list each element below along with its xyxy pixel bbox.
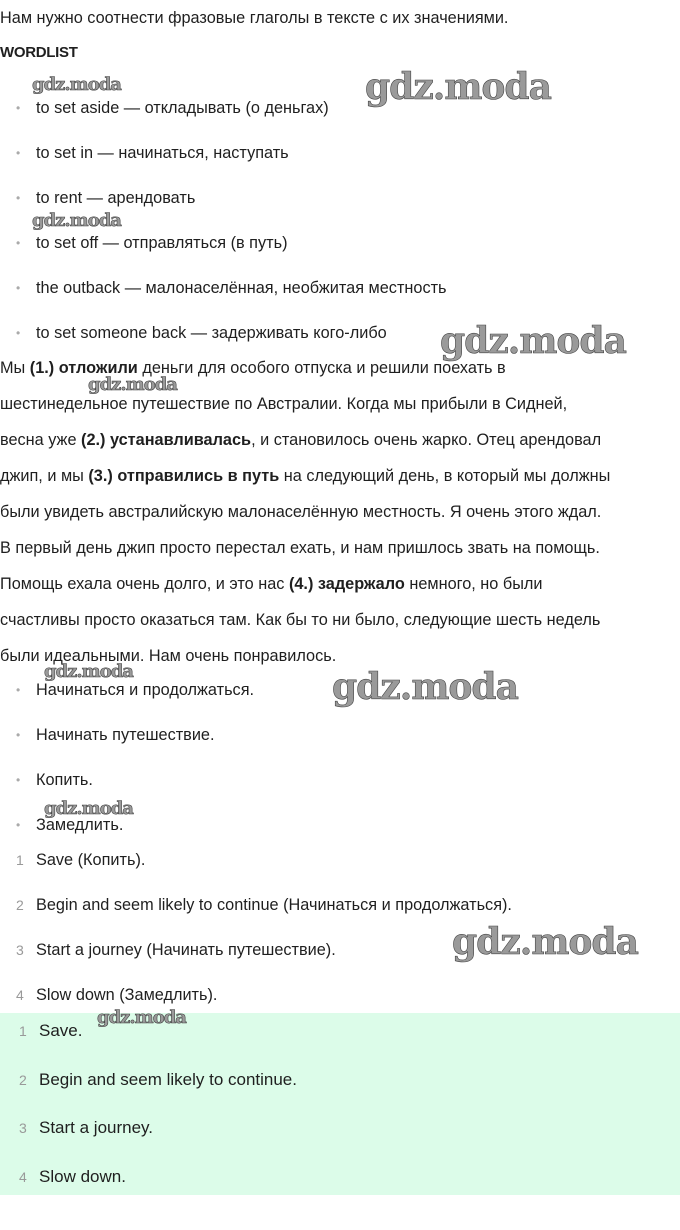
wordlist-item bbox=[16, 278, 447, 298]
answer-item bbox=[19, 1118, 153, 1138]
answer-text: Slow down. bbox=[39, 1166, 126, 1186]
meaning-item bbox=[16, 725, 215, 745]
wordlist-title: WORDLIST bbox=[0, 44, 78, 61]
meaning-item bbox=[16, 770, 93, 790]
intro-text: Нам нужно соотнести фразовые глаголы в тексте с их значениями. bbox=[0, 9, 509, 27]
matched-item bbox=[16, 985, 217, 1005]
item-number: 3 bbox=[16, 942, 24, 958]
answer-item bbox=[19, 1021, 82, 1041]
wordlist-item-text: to set in — начинаться, наступать bbox=[36, 144, 289, 162]
paragraph-line bbox=[0, 610, 600, 630]
wordlist-item bbox=[16, 143, 289, 163]
watermark: gdz.moda bbox=[365, 66, 551, 108]
meaning-text: Копить. bbox=[36, 771, 93, 789]
answer-text: Begin and seem likely to continue. bbox=[39, 1069, 297, 1089]
wordlist-item-text: the outback — малонаселённая, необжитая местность bbox=[36, 279, 447, 297]
text-segment: счастливы просто оказаться там. Как бы то ни было, следующие шесть недель bbox=[0, 611, 601, 629]
highlighted-verb: (2.) устанавливалась bbox=[81, 431, 252, 449]
wordlist-item bbox=[16, 323, 387, 343]
item-text: Start a journey (Начинать путешествие). bbox=[36, 941, 336, 959]
highlighted-verb: (1.) отложили bbox=[29, 359, 138, 377]
answer-number: 1 bbox=[19, 1023, 27, 1039]
watermark: gdz.moda bbox=[88, 374, 177, 395]
watermark: gdz.moda bbox=[44, 798, 133, 819]
text-segment: Помощь ехала очень долго, и это нас bbox=[0, 575, 289, 593]
item-number: 1 bbox=[16, 852, 24, 868]
wordlist-item bbox=[16, 98, 329, 118]
answer-number: 2 bbox=[19, 1071, 27, 1088]
watermark: gdz.moda bbox=[440, 320, 626, 362]
paragraph-line bbox=[0, 538, 600, 558]
watermark: gdz.moda bbox=[32, 74, 121, 95]
text-segment: джип, и мы bbox=[0, 467, 89, 485]
meaning-item bbox=[16, 680, 254, 700]
watermark: gdz.moda bbox=[97, 1007, 186, 1028]
wordlist-item bbox=[16, 233, 287, 253]
answer-text: Start a journey. bbox=[39, 1118, 154, 1137]
meaning-text: Замедлить. bbox=[36, 816, 124, 834]
wordlist-item bbox=[16, 188, 195, 208]
text-segment: немного, но были bbox=[404, 575, 543, 593]
item-number: 2 bbox=[16, 897, 24, 913]
text-segment: весна уже bbox=[0, 431, 82, 449]
text-segment: , и становилось очень жарко. Отец арендовал bbox=[251, 431, 602, 449]
meaning-text: Начинать путешествие. bbox=[36, 726, 215, 744]
paragraph-line bbox=[0, 358, 506, 378]
paragraph-line bbox=[0, 466, 610, 486]
item-text: Begin and seem likely to continue (Начинаться и продолжаться). bbox=[36, 896, 512, 914]
matched-item bbox=[16, 895, 512, 915]
paragraph-line bbox=[0, 646, 336, 666]
answer-number: 4 bbox=[19, 1168, 27, 1185]
watermark: gdz.moda bbox=[44, 661, 133, 682]
text-segment: были идеальными. Нам очень понравилось. bbox=[0, 647, 337, 665]
highlighted-verb: (3.) отправились в путь bbox=[88, 467, 280, 485]
matched-item bbox=[16, 850, 145, 870]
item-text: Slow down (Замедлить). bbox=[36, 986, 218, 1004]
text-segment: Мы bbox=[0, 359, 30, 377]
wordlist-item-text: to rent — арендовать bbox=[36, 189, 196, 207]
item-number: 4 bbox=[16, 987, 24, 1003]
answer-item bbox=[19, 1070, 297, 1090]
text-segment: деньги для особого отпуска и решили поехать в bbox=[137, 359, 506, 377]
text-segment: В первый день джип просто перестал ехать, и нам пришлось звать на помощь. bbox=[0, 539, 600, 557]
wordlist-item-text: to set off — отправляться (в путь) bbox=[36, 234, 288, 252]
text-segment: были увидеть австралийскую малонаселённую местность. Я очень этого ждал. bbox=[0, 503, 602, 521]
paragraph-line bbox=[0, 502, 601, 522]
paragraph-line bbox=[0, 430, 601, 450]
answer-number: 3 bbox=[19, 1120, 27, 1136]
watermark: gdz.moda bbox=[332, 666, 518, 708]
wordlist-item-text: to set aside — откладывать (о деньгах) bbox=[36, 99, 329, 117]
text-segment: на следующий день, в который мы должны bbox=[279, 467, 611, 485]
answer-item bbox=[19, 1167, 126, 1187]
paragraph-line bbox=[0, 394, 567, 414]
highlighted-verb: (4.) задержало bbox=[288, 575, 405, 593]
meaning-text: Начинаться и продолжаться. bbox=[36, 681, 255, 699]
answer-text: Save. bbox=[39, 1021, 83, 1040]
watermark: gdz.moda bbox=[32, 210, 121, 231]
paragraph-line bbox=[0, 574, 543, 594]
meaning-item bbox=[16, 815, 123, 835]
text-segment: шестинедельное путешествие по Австралии. Когда мы прибыли в Сидней, bbox=[0, 395, 568, 413]
matched-item bbox=[16, 940, 336, 960]
wordlist-item-text: to set someone back — задерживать кого-либо bbox=[36, 324, 387, 342]
watermark: gdz.moda bbox=[452, 921, 638, 963]
item-text: Save (Копить). bbox=[36, 851, 146, 869]
